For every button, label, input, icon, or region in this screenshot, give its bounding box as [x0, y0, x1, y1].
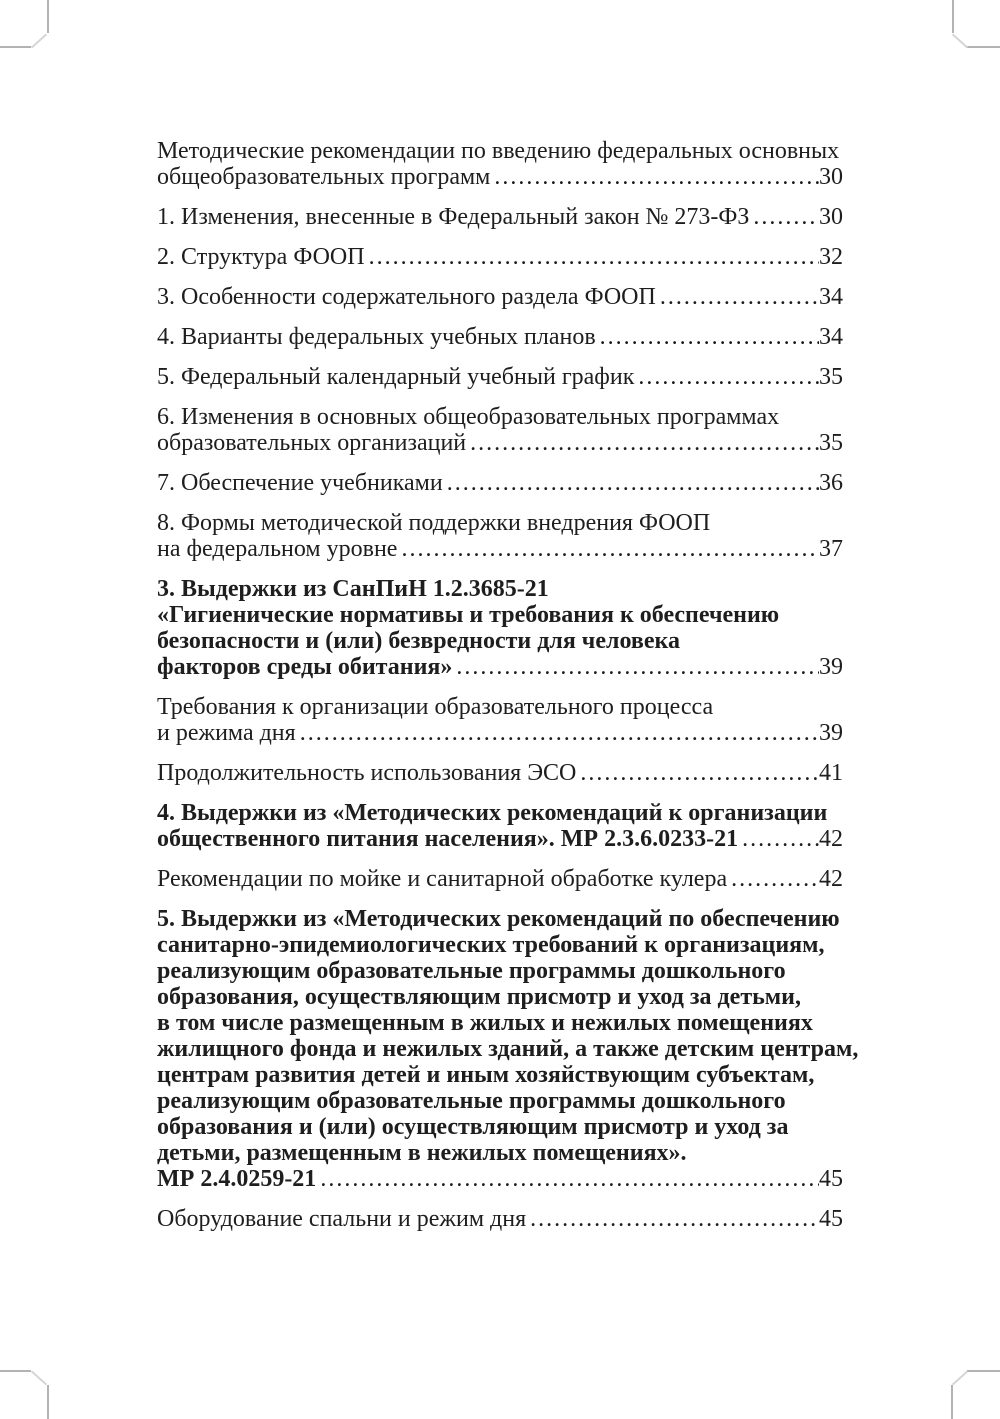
- toc-entry-last-line: [157, 244, 843, 270]
- toc-entry-title: Оборудование спальни и режим дня: [157, 1206, 527, 1232]
- toc-page-number: 35: [819, 364, 843, 390]
- toc-entry-title: на федеральном уровне: [157, 536, 398, 562]
- toc-entry-title: 2. Структура ФООП: [157, 244, 365, 270]
- toc-entry: [157, 800, 843, 852]
- toc-entry-title: 4. Варианты федеральных учебных планов: [157, 324, 596, 350]
- toc-entry-line: жилищного фонда и нежилых зданий, а также детским центрам,: [157, 1036, 859, 1062]
- toc-entry: [157, 906, 859, 1192]
- toc-entry-line: 3. Выдержки из СанПиН 1.2.3685-21: [157, 576, 549, 602]
- toc-entry: [157, 760, 843, 786]
- toc-entry: [157, 694, 843, 746]
- toc-entry-line: санитарно-эпидемиологических требований к организациям,: [157, 932, 825, 958]
- toc-entry-last-line: [157, 720, 843, 746]
- toc-entry-title: Продолжительность использования ЭСО: [157, 760, 577, 786]
- toc-entry: [157, 470, 843, 496]
- dot-leader: [369, 244, 819, 270]
- dot-leader: [753, 204, 819, 230]
- toc-entry-title: Рекомендации по мойке и санитарной обработке кулера: [157, 866, 728, 892]
- page-edge-mark-bottom-right-horizontal: [967, 1370, 1000, 1372]
- toc-page-number: 41: [819, 760, 843, 786]
- toc-page-number: 39: [819, 654, 843, 680]
- toc-page-number: 34: [819, 284, 843, 310]
- toc-entry: [157, 244, 843, 270]
- toc-page-number: 34: [819, 324, 843, 350]
- toc-entry: [157, 284, 843, 310]
- dot-leader: [530, 1206, 819, 1232]
- toc-entry-last-line: [157, 204, 843, 230]
- toc-page-number: 42: [819, 866, 843, 892]
- toc-entry-title: общеобразовательных программ: [157, 164, 491, 190]
- dot-leader: [742, 826, 819, 852]
- toc-entry-last-line: [157, 866, 843, 892]
- toc-entry-line: 6. Изменения в основных общеобразовательных программах: [157, 404, 780, 430]
- dot-leader: [470, 430, 819, 456]
- dot-leader: [660, 284, 819, 310]
- toc-entry-line: Методические рекомендации по введению федеральных основных: [157, 138, 840, 164]
- toc-entry-title: МР 2.4.0259-21: [157, 1166, 317, 1192]
- toc-entry-last-line: [157, 654, 843, 680]
- toc-page-number: 45: [819, 1166, 843, 1192]
- dot-leader: [320, 1166, 819, 1192]
- toc-entry-last-line: [157, 364, 843, 390]
- toc-entry-title: 5. Федеральный календарный учебный график: [157, 364, 635, 390]
- toc-entry: [157, 404, 843, 456]
- toc-entry: [157, 576, 843, 680]
- toc-entry-line: центрам развития детей и иным хозяйствующим субъектам,: [157, 1062, 815, 1088]
- page-edge-mark-bottom-right-diagonal: [952, 1371, 968, 1386]
- dot-leader: [300, 720, 819, 746]
- page-edge-mark-bottom-left-diagonal: [31, 1371, 47, 1386]
- dot-leader: [638, 364, 819, 390]
- dot-leader: [401, 536, 819, 562]
- dot-leader: [456, 654, 819, 680]
- page-edge-mark-top-right-horizontal: [967, 46, 1000, 48]
- toc-entry-last-line: [157, 1206, 843, 1232]
- dot-leader: [494, 164, 819, 190]
- toc-entry-line: реализующим образовательные программы дошкольного: [157, 1088, 786, 1114]
- toc-entry-last-line: [157, 1166, 843, 1192]
- toc-entry-last-line: [157, 536, 843, 562]
- page-edge-mark-top-right-diagonal: [952, 34, 968, 49]
- toc-entry: [157, 866, 843, 892]
- toc-entry: [157, 1206, 843, 1232]
- page-edge-mark-top-left-vertical: [47, 0, 49, 33]
- toc-page-number: 30: [819, 204, 843, 230]
- toc-entry-line: реализующим образовательные программы дошкольного: [157, 958, 786, 984]
- toc-page-number: 37: [819, 536, 843, 562]
- toc-entry-line: образования, осуществляющим присмотр и уход за детьми,: [157, 984, 801, 1010]
- toc-entry-line: «Гигиенические нормативы и требования к обеспечению: [157, 602, 780, 628]
- toc-entry-title: образовательных организаций: [157, 430, 467, 456]
- toc-entry-last-line: [157, 284, 843, 310]
- dot-leader: [447, 470, 819, 496]
- dot-leader: [600, 324, 819, 350]
- toc-page-number: 36: [819, 470, 843, 496]
- toc-entry-line: в том числе размещенным в жилых и нежилых помещениях: [157, 1010, 813, 1036]
- toc-entry-title: 1. Изменения, внесенные в Федеральный закон № 273-ФЗ: [157, 204, 750, 230]
- page-edge-mark-top-left-horizontal: [0, 46, 31, 48]
- toc-entry-last-line: [157, 826, 843, 852]
- toc-entry-title: общественного питания населения». МР 2.3.6.0233-21: [157, 826, 739, 852]
- page-edge-mark-bottom-left-horizontal: [0, 1370, 31, 1372]
- toc-entry-title: факторов среды обитания»: [157, 654, 453, 680]
- toc-entry: [157, 510, 843, 562]
- toc-entry-line: детьми, размещенным в нежилых помещениях».: [157, 1140, 687, 1166]
- dot-leader: [580, 760, 819, 786]
- toc-entry-line: образования и (или) осуществляющим присмотр и уход за: [157, 1114, 789, 1140]
- toc-page-number: 42: [819, 826, 843, 852]
- toc-entry-line: Требования к организации образовательного процесса: [157, 694, 714, 720]
- toc-entry-last-line: [157, 164, 843, 190]
- toc-page-number: 45: [819, 1206, 843, 1232]
- toc-entry-title: 3. Особенности содержательного раздела ФООП: [157, 284, 656, 310]
- toc-entry-title: и режима дня: [157, 720, 296, 746]
- toc-entry: [157, 324, 843, 350]
- page-edge-mark-top-right-vertical: [952, 0, 954, 33]
- toc-page-number: 39: [819, 720, 843, 746]
- toc-entry: [157, 204, 843, 230]
- toc-entry-line: 4. Выдержки из «Методических рекомендаций к организации: [157, 800, 828, 826]
- toc-entry-line: безопасности и (или) безвредности для человека: [157, 628, 680, 654]
- toc-page-number: 30: [819, 164, 843, 190]
- toc-entry-last-line: [157, 470, 843, 496]
- table-of-contents: [157, 138, 859, 1246]
- page-edge-mark-top-left-diagonal: [31, 34, 47, 49]
- page-edge-mark-bottom-left-vertical: [47, 1385, 49, 1419]
- toc-entry: [157, 364, 843, 390]
- toc-entry-last-line: [157, 760, 843, 786]
- page-edge-mark-bottom-right-vertical: [951, 1385, 953, 1419]
- toc-entry-title: 7. Обеспечение учебниками: [157, 470, 443, 496]
- toc-entry-line: 5. Выдержки из «Методических рекомендаций по обеспечению: [157, 906, 840, 932]
- toc-entry-line: 8. Формы методической поддержки внедрения ФООП: [157, 510, 711, 536]
- toc-entry-last-line: [157, 324, 843, 350]
- toc-page-number: 35: [819, 430, 843, 456]
- toc-entry: [157, 138, 843, 190]
- toc-entry-last-line: [157, 430, 843, 456]
- dot-leader: [731, 866, 819, 892]
- toc-page-number: 32: [819, 244, 843, 270]
